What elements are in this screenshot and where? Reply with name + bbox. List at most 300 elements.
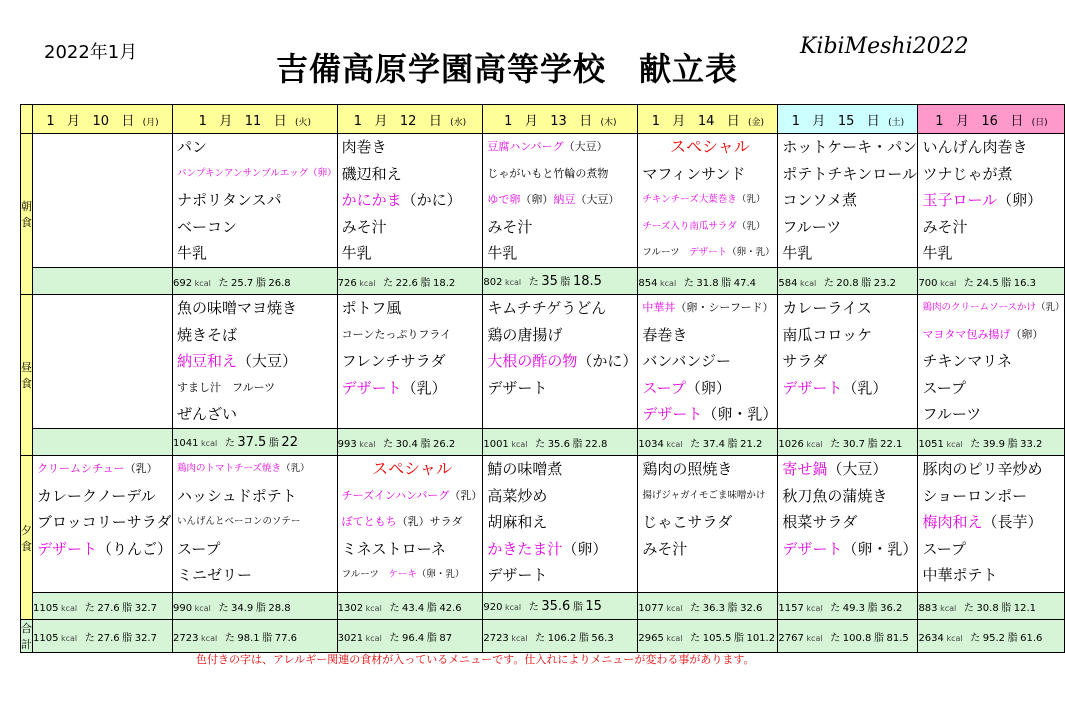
menu-item (918, 401, 1064, 428)
menu-text: （乳） (449, 488, 483, 502)
kcal-unit: kcal (61, 603, 78, 613)
date-month: 1 (651, 113, 660, 129)
menu-text: 牛乳 (341, 244, 372, 262)
kcal-unit: kcal (666, 633, 683, 643)
protein-unit: た (690, 632, 701, 644)
nutrition-cell (33, 429, 173, 456)
kcal-value: 1001 (483, 438, 509, 450)
menu-item (918, 134, 1064, 161)
protein-value: 98.1 (237, 632, 260, 644)
menu-text: （乳） (281, 463, 310, 474)
menu-item (778, 375, 917, 402)
menu-item (173, 322, 337, 349)
menu-text: いんげん肉巻き (922, 138, 1028, 156)
date-dlabel: 日 (1010, 113, 1024, 129)
protein-value: 34.9 (231, 602, 254, 614)
allergen-text: 玉子ロール (922, 191, 998, 209)
kcal-unit: kcal (946, 439, 963, 449)
menu-cell (173, 295, 338, 429)
menu-item (918, 375, 1064, 402)
protein-unit: た (383, 277, 394, 289)
menu-item (778, 456, 917, 483)
fat-unit: 脂 (420, 277, 431, 289)
kcal-value: 920 (483, 602, 503, 613)
protein-value: 36.3 (702, 602, 725, 614)
meal-label: 夕食 (21, 456, 33, 620)
menu-item (778, 161, 917, 188)
menu-text: （乳）サラダ (396, 515, 463, 528)
menu-text: （大豆） (237, 352, 298, 370)
menu-item (483, 187, 637, 214)
kcal-value: 726 (337, 277, 357, 289)
meal-row-1 (21, 295, 1065, 429)
date-wd: (月) (142, 117, 159, 128)
fat-value: 12.1 (1013, 602, 1037, 614)
nutrition-row-1 (21, 429, 1065, 456)
date-mlabel: 月 (812, 113, 826, 129)
date-day: 16 (981, 113, 998, 129)
menu-item (483, 536, 637, 563)
menu-cell (918, 134, 1065, 268)
allergen-text: デザート (689, 247, 728, 258)
total-cell (638, 620, 778, 653)
nutrition-cell (778, 268, 918, 295)
kcal-unit: kcal (946, 633, 963, 643)
fat-value: 81.5 (886, 632, 909, 644)
protein-value: 30.8 (976, 602, 999, 614)
fat-value: 26.8 (268, 277, 291, 289)
menu-item (338, 240, 483, 267)
total-cell (173, 620, 338, 653)
menu-text: （卵・乳） (416, 569, 465, 580)
date-wd: (日) (1031, 117, 1048, 128)
allergen-text: 納豆和え (177, 352, 238, 370)
date-dlabel: 日 (273, 113, 287, 129)
protein-unit: た (389, 602, 400, 614)
menu-text: ホットケーキ・パン (782, 138, 918, 156)
fat-value: 32.6 (740, 602, 763, 614)
fat-value: 56.3 (591, 632, 614, 644)
menu-text: バンバンジー (642, 352, 731, 370)
menu-item (483, 562, 637, 589)
menu-item (33, 456, 172, 483)
protein-value: 43.4 (401, 602, 425, 614)
kcal-value: 584 (778, 277, 798, 289)
fat-unit: 脂 (122, 602, 133, 614)
menu-text: （卵） (997, 191, 1043, 209)
date-month: 1 (791, 113, 801, 129)
date-dlabel: 日 (726, 113, 740, 129)
menu-item (918, 187, 1064, 214)
allergen-text: デザート (341, 378, 402, 397)
menu-text: （大豆） (827, 460, 888, 478)
menu-text: （大豆） (575, 193, 620, 206)
menu-text: ポテトチキンロール (782, 164, 917, 183)
fat-value: 18.2 (432, 277, 456, 289)
protein-value: 37.4 (702, 438, 725, 450)
menu-cell (638, 456, 778, 593)
kcal-value: 2767 (778, 632, 804, 644)
menu-cell (483, 456, 638, 593)
menu-item (173, 295, 337, 322)
menu-cell (33, 295, 173, 429)
date-wd: (火) (294, 117, 312, 128)
menu-text: （乳） (124, 462, 158, 475)
menu-text: みそ汁 (341, 217, 387, 236)
fat-value: 32.7 (134, 632, 157, 644)
kcal-value: 2723 (173, 632, 199, 644)
allergen-text: チーズ入り南瓜サラダ (642, 220, 737, 232)
date-header-5 (778, 105, 918, 134)
menu-text: スープ (922, 378, 966, 397)
footer-note: 色付きの字は、アレルギー関連の食材が入っているメニューです。仕入れによりメニューが変わる事があります。 (196, 653, 755, 666)
nutrition-row-2 (21, 593, 1065, 620)
protein-value: 37.5 (237, 435, 267, 450)
menu-text: 魚の味噌マヨ焼き (177, 299, 298, 317)
nutrition-cell (638, 268, 778, 295)
protein-unit: た (970, 438, 981, 450)
menu-text: （かに） (577, 352, 638, 370)
nutrition-cell (778, 429, 918, 456)
menu-item (483, 161, 637, 188)
menu-item (483, 509, 637, 536)
fat-value: 36.2 (880, 602, 903, 614)
fat-unit: 脂 (727, 438, 738, 450)
menu-item (778, 348, 917, 375)
kcal-unit: kcal (359, 439, 376, 449)
allergen-text: デザート (782, 378, 843, 397)
protein-value: 31.8 (696, 277, 719, 289)
menu-item (173, 187, 337, 214)
protein-unit: た (383, 438, 394, 450)
menu-text: チキンマリネ (922, 352, 1012, 370)
totals-label: 合計 (21, 620, 33, 653)
protein-unit: た (84, 602, 95, 614)
menu-item (173, 562, 337, 589)
page-title: 吉備高原学園高等学校 献立表 (276, 50, 739, 88)
menu-item (338, 161, 483, 188)
menu-text: （卵） (562, 539, 608, 558)
menu-text: （かに） (401, 191, 462, 209)
fat-unit: 脂 (721, 277, 732, 289)
protein-unit: た (535, 438, 546, 450)
protein-unit: た (535, 632, 546, 644)
date-header-0 (33, 105, 173, 134)
allergen-text: デザート (782, 539, 843, 558)
fat-value: 33.2 (1020, 438, 1043, 450)
protein-unit: た (690, 602, 701, 614)
menu-item (918, 509, 1064, 536)
kcal-value: 1051 (918, 438, 944, 450)
nutrition-cell (33, 268, 173, 295)
menu-text: （卵・乳） (702, 405, 778, 423)
menu-item (918, 240, 1064, 267)
kcal-value: 1077 (638, 602, 664, 614)
fat-value: 22.1 (880, 438, 903, 450)
menu-item (338, 322, 483, 349)
menu-item (173, 509, 337, 536)
fat-unit: 脂 (122, 632, 133, 644)
menu-text: 根菜サラダ (782, 513, 858, 531)
menu-text: ミニゼリー (177, 566, 253, 584)
date-header-2 (337, 105, 483, 134)
menu-text: （乳） (736, 194, 766, 205)
protein-value: 25.7 (231, 277, 254, 289)
menu-item (918, 348, 1064, 375)
menu-text: じゃがいもと竹輪の煮物 (487, 166, 609, 180)
protein-unit: た (683, 277, 694, 289)
allergen-text: かきたま汁 (487, 539, 563, 558)
nutrition-cell (173, 429, 338, 456)
menu-item (638, 483, 777, 510)
date-mlabel: 月 (672, 113, 686, 129)
menu-item (778, 214, 917, 241)
menu-item (638, 187, 777, 214)
menu-item (638, 348, 777, 375)
menu-item (173, 401, 337, 428)
protein-value: 30.7 (842, 438, 866, 450)
kcal-value: 1026 (778, 438, 804, 450)
nutrition-cell (918, 429, 1065, 456)
allergen-text: 納豆 (553, 193, 576, 206)
allergen-text: デザート (37, 539, 98, 558)
fat-unit: 脂 (572, 438, 583, 450)
menu-item (918, 161, 1064, 188)
meal-label: 昼食 (21, 295, 33, 456)
fat-value: 87 (439, 632, 453, 644)
menu-text: スープ (177, 539, 221, 558)
menu-item (33, 483, 172, 510)
date-dlabel: 日 (428, 113, 442, 129)
menu-item (338, 187, 483, 214)
menu-text: コーンたっぷりフライ (341, 327, 452, 341)
date-header-row (21, 105, 1065, 134)
date-day: 10 (92, 113, 109, 129)
menu-item (918, 483, 1064, 510)
date-day: 12 (399, 113, 417, 129)
menu-text: じゃこサラダ (642, 513, 733, 531)
nutrition-cell (33, 593, 173, 620)
protein-value: 39.9 (982, 438, 1006, 450)
date-mlabel: 月 (67, 113, 81, 129)
allergen-text: パンプキンアンサンブルエッグ（卵） (177, 167, 337, 179)
nutrition-cell (918, 593, 1065, 620)
protein-value: 35.6 (547, 438, 570, 450)
menu-item (918, 456, 1064, 483)
fat-value: 101.2 (746, 632, 776, 644)
menu-item (483, 322, 637, 349)
totals-row (21, 620, 1065, 653)
kcal-unit: kcal (365, 603, 382, 613)
allergen-text: クリームシチュー (37, 462, 125, 475)
allergen-text: スープ (642, 378, 686, 397)
fat-unit: 脂 (268, 438, 279, 449)
menu-item (173, 348, 337, 375)
menu-text: デザート (487, 378, 548, 397)
menu-item (918, 536, 1064, 563)
menu-item (638, 375, 777, 402)
kcal-value: 854 (638, 277, 658, 289)
menu-item (338, 509, 483, 536)
menu-item (638, 536, 777, 563)
date-day: 15 (837, 113, 855, 129)
kcal-value: 1105 (33, 602, 59, 614)
protein-unit: た (823, 277, 834, 289)
kcal-unit: kcal (940, 603, 957, 613)
kcal-value: 2965 (638, 632, 664, 644)
fat-unit: 脂 (867, 602, 878, 614)
menu-cell (483, 295, 638, 429)
menu-table-wrap (20, 104, 1065, 653)
date-month: 1 (46, 113, 55, 129)
kcal-value: 993 (337, 438, 357, 450)
menu-text: （乳） (401, 378, 447, 397)
kcal-value: 2723 (483, 632, 509, 644)
fat-unit: 脂 (873, 632, 884, 644)
fat-unit: 脂 (578, 632, 589, 644)
fat-unit: 脂 (867, 438, 878, 450)
fat-unit: 脂 (572, 602, 583, 613)
menu-item (33, 536, 172, 563)
nutrition-cell (483, 429, 638, 456)
menu-text: フルーツ (782, 217, 842, 236)
menu-text: 磯辺和え (341, 164, 402, 183)
menu-text: デザート (487, 566, 548, 584)
allergen-text: デザート (642, 405, 703, 423)
protein-value: 35 (541, 274, 558, 289)
kcal-value: 1157 (778, 602, 804, 614)
menu-text: サラダ (782, 352, 828, 370)
menu-item (918, 295, 1064, 322)
menu-text: 鶏肉の照焼き (642, 460, 733, 478)
date-month: 1 (504, 113, 513, 129)
fat-unit: 脂 (861, 277, 872, 289)
fat-value: 22 (281, 435, 298, 450)
allergen-text: 鶏肉のトマトチーズ焼き (177, 463, 282, 474)
fat-unit: 脂 (262, 632, 273, 644)
menu-text: いんげんとベーコンのソテー (177, 516, 301, 527)
kcal-value: 700 (918, 277, 938, 289)
menu-item (638, 401, 777, 428)
menu-text: フレンチサラダ (341, 352, 446, 370)
kcal-value: 3021 (337, 632, 364, 644)
allergen-text: ぼてともち (341, 515, 397, 528)
meal-row-2 (21, 456, 1065, 593)
protein-value: 20.8 (836, 277, 859, 289)
allergen-text: 中華丼 (642, 301, 676, 314)
menu-cell (778, 134, 918, 268)
protein-value: 49.3 (842, 602, 866, 614)
menu-item (338, 456, 483, 483)
fat-unit: 脂 (1007, 438, 1018, 450)
date-month: 1 (935, 113, 944, 129)
protein-unit: た (970, 632, 981, 644)
menu-item (338, 295, 483, 322)
date-day: 13 (550, 113, 567, 129)
menu-cell (33, 456, 173, 593)
menu-cell (778, 456, 918, 593)
menu-text: （卵） (520, 193, 554, 206)
allergen-text: ゆで卵 (487, 193, 521, 206)
menu-item (338, 348, 483, 375)
menu-text: コンソメ煮 (782, 191, 858, 209)
protein-value: 27.6 (97, 632, 120, 644)
protein-unit: た (830, 438, 841, 450)
menu-text: カレークノーデル (37, 486, 156, 505)
fat-value: 61.6 (1020, 632, 1043, 644)
kcal-unit: kcal (940, 278, 957, 288)
kcal-unit: kcal (800, 278, 817, 288)
date-wd: (土) (888, 117, 905, 128)
menu-cell (33, 134, 173, 268)
date-mlabel: 月 (219, 113, 233, 129)
menu-cell (638, 295, 778, 429)
menu-text: （大豆） (563, 140, 608, 153)
menu-item (338, 214, 483, 241)
protein-unit: た (218, 602, 229, 614)
menu-item (338, 562, 483, 589)
kcal-unit: kcal (666, 603, 683, 613)
menu-text: 中華ポテト (922, 566, 998, 584)
menu-text: （卵） (685, 378, 731, 397)
menu-text: （乳） (736, 220, 766, 232)
kcal-unit: kcal (359, 278, 376, 288)
menu-item (483, 214, 637, 241)
protein-unit: た (528, 277, 539, 288)
menu-text: ベーコン (177, 217, 238, 236)
fat-unit: 脂 (426, 632, 437, 644)
protein-unit: た (830, 602, 841, 614)
kcal-value: 802 (483, 277, 503, 288)
fat-value: 22.8 (585, 438, 608, 450)
allergen-text: チーズインハンバーグ (341, 488, 450, 502)
protein-value: 95.2 (982, 632, 1006, 644)
fat-value: 18.5 (572, 274, 602, 289)
date-wd: (木) (600, 117, 617, 128)
menu-text: 牛乳 (487, 244, 518, 262)
menu-text: （長芋） (982, 513, 1043, 531)
menu-item (638, 214, 777, 241)
allergen-text: かにかま (341, 191, 402, 209)
menu-text: （乳） (842, 378, 888, 397)
date-header-3 (483, 105, 638, 134)
menu-text: ナポリタンスパ (177, 191, 282, 209)
menu-item (778, 187, 917, 214)
nutrition-cell (778, 593, 918, 620)
menu-text: ハッシュドポテト (177, 486, 297, 505)
menu-cell (918, 456, 1065, 593)
menu-text: 南瓜コロッケ (782, 325, 873, 344)
menu-item (778, 509, 917, 536)
menu-text: みそ汁 (487, 217, 533, 236)
special-label: スペシャル (372, 459, 452, 478)
total-cell (778, 620, 918, 653)
date-month: 1 (353, 113, 363, 129)
menu-item (483, 134, 637, 161)
menu-item (173, 536, 337, 563)
total-cell (337, 620, 483, 653)
menu-cell (337, 295, 483, 429)
total-cell (33, 620, 173, 653)
kcal-unit: kcal (666, 439, 683, 449)
total-cell (483, 620, 638, 653)
menu-text: （卵・シーフード） (675, 301, 774, 314)
header-corner (21, 105, 33, 134)
menu-text: 鶏の唐揚げ (487, 325, 563, 344)
nutrition-cell (337, 429, 483, 456)
protein-unit: た (224, 438, 235, 449)
menu-item (638, 322, 777, 349)
